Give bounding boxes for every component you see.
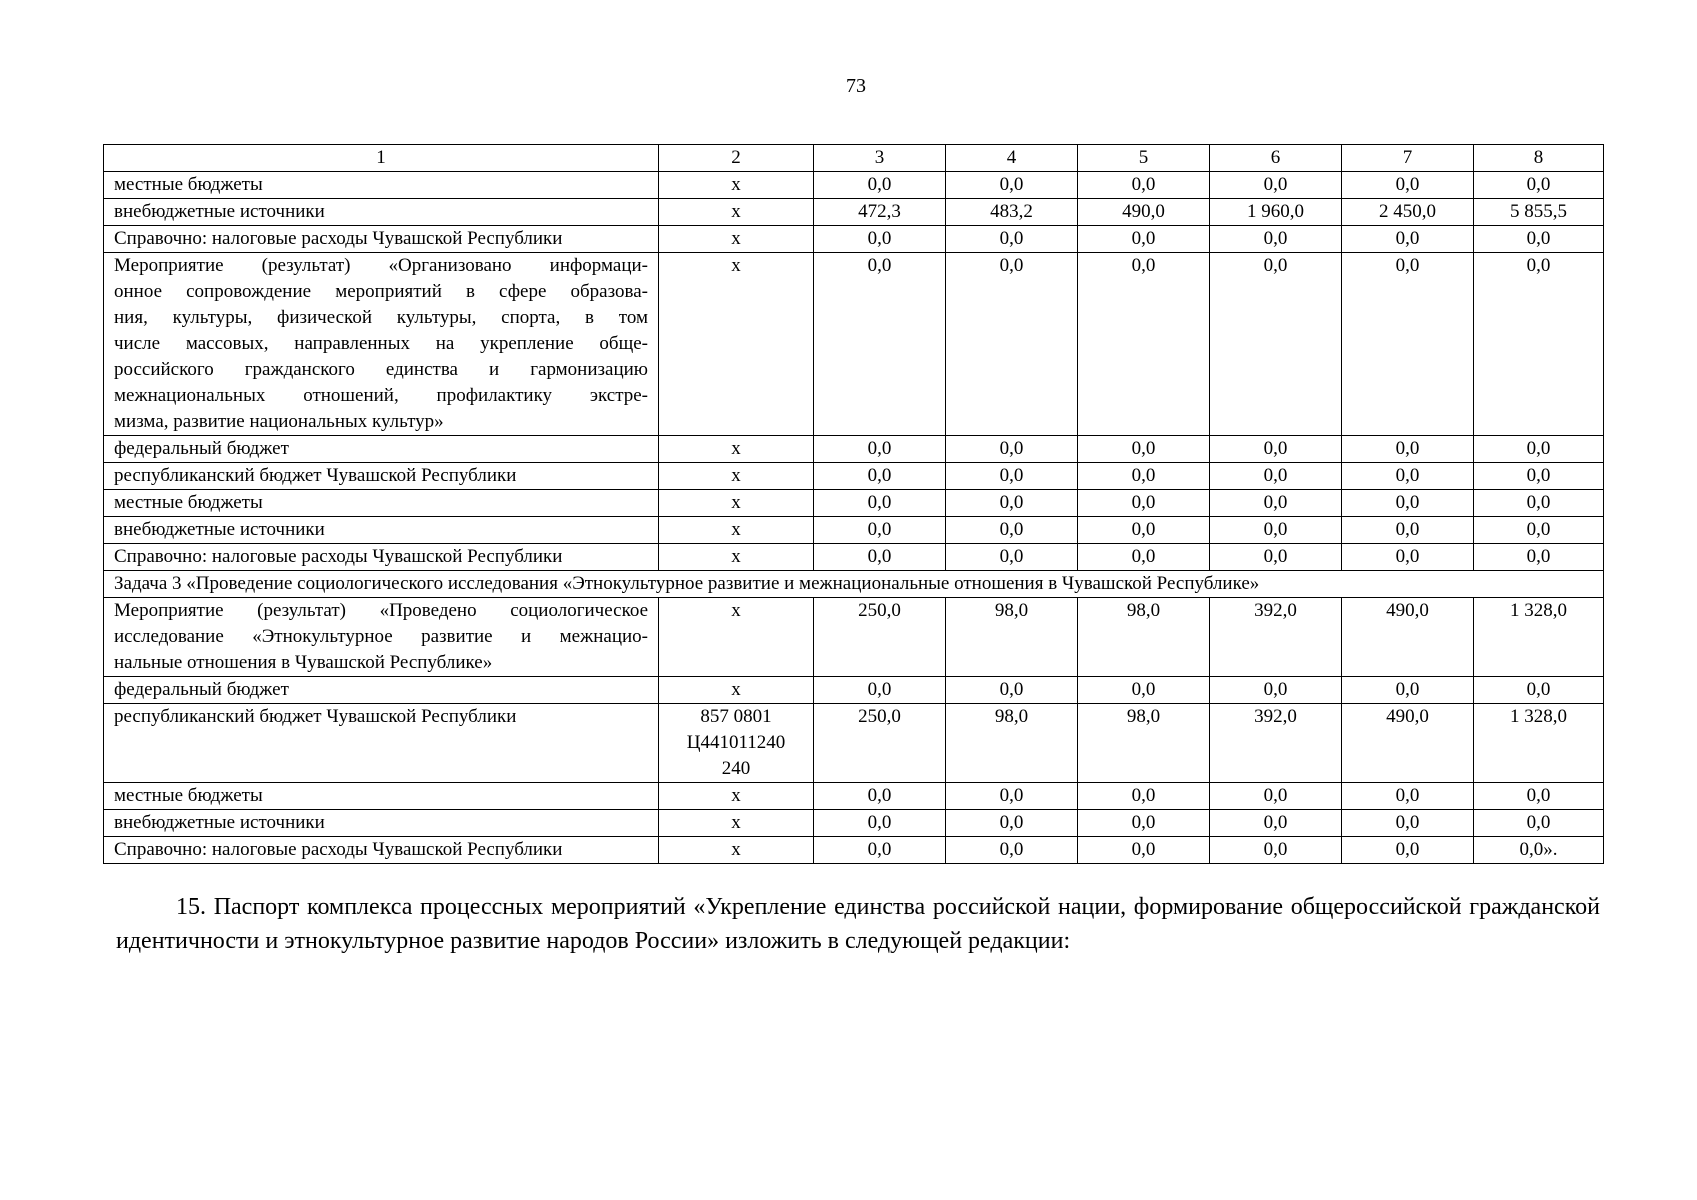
value-cell-col-6: 0,0	[1210, 837, 1342, 864]
column-number-4: 4	[946, 145, 1078, 172]
budget-code: х	[659, 677, 814, 704]
value-cell-col-4: 0,0	[946, 837, 1078, 864]
value-cell-col-5: 0,0	[1078, 677, 1210, 704]
value-cell-col-4: 98,0	[946, 598, 1078, 677]
value-cell-col-6: 0,0	[1210, 463, 1342, 490]
budget-code: х	[659, 544, 814, 571]
budget-code: х	[659, 783, 814, 810]
value-cell-col-8: 0,0	[1474, 172, 1604, 199]
value-cell-col-3: 0,0	[814, 783, 946, 810]
row-label: Справочно: налоговые расходы Чувашской Республики	[104, 837, 659, 864]
table-row	[104, 598, 1604, 677]
value-cell-col-8: 0,0	[1474, 226, 1604, 253]
value-cell-col-8: 0,0	[1474, 544, 1604, 571]
value-cell-col-8: 0,0	[1474, 677, 1604, 704]
value-cell-col-3: 0,0	[814, 490, 946, 517]
value-cell-col-6: 392,0	[1210, 598, 1342, 677]
value-cell-col-7: 490,0	[1342, 598, 1474, 677]
row-label: федеральный бюджет	[104, 677, 659, 704]
value-cell-col-4: 0,0	[946, 677, 1078, 704]
row-label: республиканский бюджет Чувашской Республики	[104, 704, 659, 783]
table-row	[104, 571, 1604, 598]
value-cell-col-7: 0,0	[1342, 810, 1474, 837]
row-label	[104, 598, 659, 677]
value-cell-col-4: 0,0	[946, 436, 1078, 463]
value-cell-col-5: 0,0	[1078, 436, 1210, 463]
value-cell-col-6: 0,0	[1210, 253, 1342, 436]
table-row	[104, 226, 1604, 253]
value-cell-col-5: 0,0	[1078, 517, 1210, 544]
value-cell-col-7: 0,0	[1342, 253, 1474, 436]
value-cell-col-3: 0,0	[814, 544, 946, 571]
row-label-line: нальные отношения в Чувашской Республике»	[114, 652, 493, 673]
value-cell-col-3: 0,0	[814, 172, 946, 199]
value-cell-col-5: 0,0	[1078, 810, 1210, 837]
value-cell-col-4: 0,0	[946, 810, 1078, 837]
value-cell-col-5: 0,0	[1078, 463, 1210, 490]
column-number-1: 1	[104, 145, 659, 172]
row-label: местные бюджеты	[104, 172, 659, 199]
value-cell-col-3: 0,0	[814, 517, 946, 544]
value-cell-col-4: 0,0	[946, 490, 1078, 517]
value-cell-col-7: 490,0	[1342, 704, 1474, 783]
page-number: 73	[846, 75, 866, 97]
value-cell-col-6: 0,0	[1210, 544, 1342, 571]
table-row	[104, 463, 1604, 490]
value-cell-col-8: 1 328,0	[1474, 598, 1604, 677]
value-cell-col-8: 0,0	[1474, 436, 1604, 463]
budget-code: х	[659, 810, 814, 837]
value-cell-col-6: 0,0	[1210, 490, 1342, 517]
table-row	[104, 436, 1604, 463]
row-label	[104, 253, 659, 436]
value-cell-col-7: 0,0	[1342, 463, 1474, 490]
value-cell-col-7: 0,0	[1342, 490, 1474, 517]
value-cell-col-7: 0,0	[1342, 783, 1474, 810]
value-cell-col-5: 0,0	[1078, 172, 1210, 199]
budget-code: х	[659, 199, 814, 226]
table-row	[104, 544, 1604, 571]
value-cell-col-7: 0,0	[1342, 677, 1474, 704]
value-cell-col-8: 0,0	[1474, 463, 1604, 490]
value-cell-col-5: 98,0	[1078, 704, 1210, 783]
budget-code-line: 240	[721, 758, 751, 779]
value-cell-col-8: 0,0	[1474, 810, 1604, 837]
value-cell-col-6: 0,0	[1210, 783, 1342, 810]
table-row	[104, 677, 1604, 704]
row-label-line: Мероприятие (результат) «Организовано информаци-	[114, 255, 648, 276]
budget-code: х	[659, 490, 814, 517]
value-cell-col-8: 0,0	[1474, 253, 1604, 436]
value-cell-col-5: 0,0	[1078, 783, 1210, 810]
value-cell-col-5: 98,0	[1078, 598, 1210, 677]
value-cell-col-6: 1 960,0	[1210, 199, 1342, 226]
table-row	[104, 783, 1604, 810]
column-number-6: 6	[1210, 145, 1342, 172]
budget-code: х	[659, 517, 814, 544]
row-label-line: российского гражданского единства и гармонизацию	[114, 359, 648, 380]
value-cell-col-8: 0,0».	[1474, 837, 1604, 864]
value-cell-col-4: 0,0	[946, 172, 1078, 199]
value-cell-col-6: 0,0	[1210, 810, 1342, 837]
value-cell-col-7: 0,0	[1342, 544, 1474, 571]
table-row	[104, 810, 1604, 837]
value-cell-col-3: 0,0	[814, 810, 946, 837]
row-label: местные бюджеты	[104, 783, 659, 810]
row-label-line: межнациональных отношений, профилактику экстре-	[114, 385, 648, 406]
value-cell-col-6: 0,0	[1210, 677, 1342, 704]
row-label-line: онное сопровождение мероприятий в сфере образова-	[114, 281, 648, 302]
row-label: республиканский бюджет Чувашской Республики	[104, 463, 659, 490]
row-label-line: Мероприятие (результат) «Проведено социологическое	[114, 600, 648, 621]
value-cell-col-8: 1 328,0	[1474, 704, 1604, 783]
table-row	[104, 172, 1604, 199]
row-label-line: числе массовых, направленных на укрепление обще-	[114, 333, 648, 354]
value-cell-col-5: 0,0	[1078, 837, 1210, 864]
value-cell-col-3: 0,0	[814, 226, 946, 253]
value-cell-col-4: 0,0	[946, 463, 1078, 490]
budget-code: х	[659, 226, 814, 253]
value-cell-col-8: 0,0	[1474, 517, 1604, 544]
value-cell-col-5: 0,0	[1078, 544, 1210, 571]
row-label: внебюджетные источники	[104, 517, 659, 544]
table-row	[104, 517, 1604, 544]
value-cell-col-7: 0,0	[1342, 172, 1474, 199]
table-row	[104, 253, 1604, 436]
value-cell-col-5: 490,0	[1078, 199, 1210, 226]
row-label: федеральный бюджет	[104, 436, 659, 463]
value-cell-col-3: 250,0	[814, 704, 946, 783]
table-row	[104, 199, 1604, 226]
column-number-2: 2	[659, 145, 814, 172]
value-cell-col-4: 0,0	[946, 253, 1078, 436]
value-cell-col-6: 0,0	[1210, 172, 1342, 199]
value-cell-col-3: 0,0	[814, 436, 946, 463]
budget-code: х	[659, 253, 814, 436]
row-label-line: ния, культуры, физической культуры, спорта, в том	[114, 307, 648, 328]
row-label: местные бюджеты	[104, 490, 659, 517]
value-cell-col-3: 0,0	[814, 463, 946, 490]
value-cell-col-4: 98,0	[946, 704, 1078, 783]
row-label-line: мизма, развитие национальных культур»	[114, 411, 444, 432]
column-number-8: 8	[1474, 145, 1604, 172]
row-label: Справочно: налоговые расходы Чувашской Республики	[104, 226, 659, 253]
table-row	[104, 837, 1604, 864]
value-cell-col-4: 0,0	[946, 517, 1078, 544]
budget-code	[659, 704, 814, 783]
value-cell-col-7: 0,0	[1342, 226, 1474, 253]
row-label: внебюджетные источники	[104, 199, 659, 226]
instruction-paragraph: 15. Паспорт комплекса процессных мероприятий «Укрепление единства российской нации, формирование общероссийской гражданской идентичности и этнокультурное развитие народов России» изложить в следующей редакции:	[116, 894, 1600, 954]
row-label: внебюджетные источники	[104, 810, 659, 837]
value-cell-col-8: 5 855,5	[1474, 199, 1604, 226]
value-cell-col-6: 0,0	[1210, 436, 1342, 463]
value-cell-col-7: 0,0	[1342, 837, 1474, 864]
budget-code: х	[659, 463, 814, 490]
budget-code-line: 857 0801	[700, 706, 772, 727]
row-label: Справочно: налоговые расходы Чувашской Республики	[104, 544, 659, 571]
budget-code: х	[659, 436, 814, 463]
value-cell-col-3: 472,3	[814, 199, 946, 226]
value-cell-col-6: 0,0	[1210, 517, 1342, 544]
value-cell-col-5: 0,0	[1078, 226, 1210, 253]
value-cell-col-4: 0,0	[946, 783, 1078, 810]
budget-code: х	[659, 598, 814, 677]
value-cell-col-4: 0,0	[946, 544, 1078, 571]
value-cell-col-3: 250,0	[814, 598, 946, 677]
budget-code: х	[659, 172, 814, 199]
value-cell-col-5: 0,0	[1078, 490, 1210, 517]
value-cell-col-6: 0,0	[1210, 226, 1342, 253]
table-row	[104, 704, 1604, 783]
budget-code: х	[659, 837, 814, 864]
column-number-3: 3	[814, 145, 946, 172]
budget-code-line: Ц441011240	[686, 732, 786, 753]
row-label-line: исследование «Этнокультурное развитие и межнацио-	[114, 626, 648, 647]
value-cell-col-7: 2 450,0	[1342, 199, 1474, 226]
value-cell-col-8: 0,0	[1474, 783, 1604, 810]
value-cell-col-4: 0,0	[946, 226, 1078, 253]
value-cell-col-5: 0,0	[1078, 253, 1210, 436]
table-row	[104, 490, 1604, 517]
value-cell-col-6: 392,0	[1210, 704, 1342, 783]
value-cell-col-3: 0,0	[814, 253, 946, 436]
table-header-row	[104, 145, 1604, 172]
column-number-7: 7	[1342, 145, 1474, 172]
budget-table	[103, 144, 1604, 864]
value-cell-col-8: 0,0	[1474, 490, 1604, 517]
value-cell-col-3: 0,0	[814, 677, 946, 704]
value-cell-col-7: 0,0	[1342, 436, 1474, 463]
value-cell-col-4: 483,2	[946, 199, 1078, 226]
value-cell-col-7: 0,0	[1342, 517, 1474, 544]
column-number-5: 5	[1078, 145, 1210, 172]
value-cell-col-3: 0,0	[814, 837, 946, 864]
task-heading: Задача 3 «Проведение социологического исследования «Этнокультурное развитие и межнациональные отношения в Чувашской Республике»	[104, 571, 1604, 598]
